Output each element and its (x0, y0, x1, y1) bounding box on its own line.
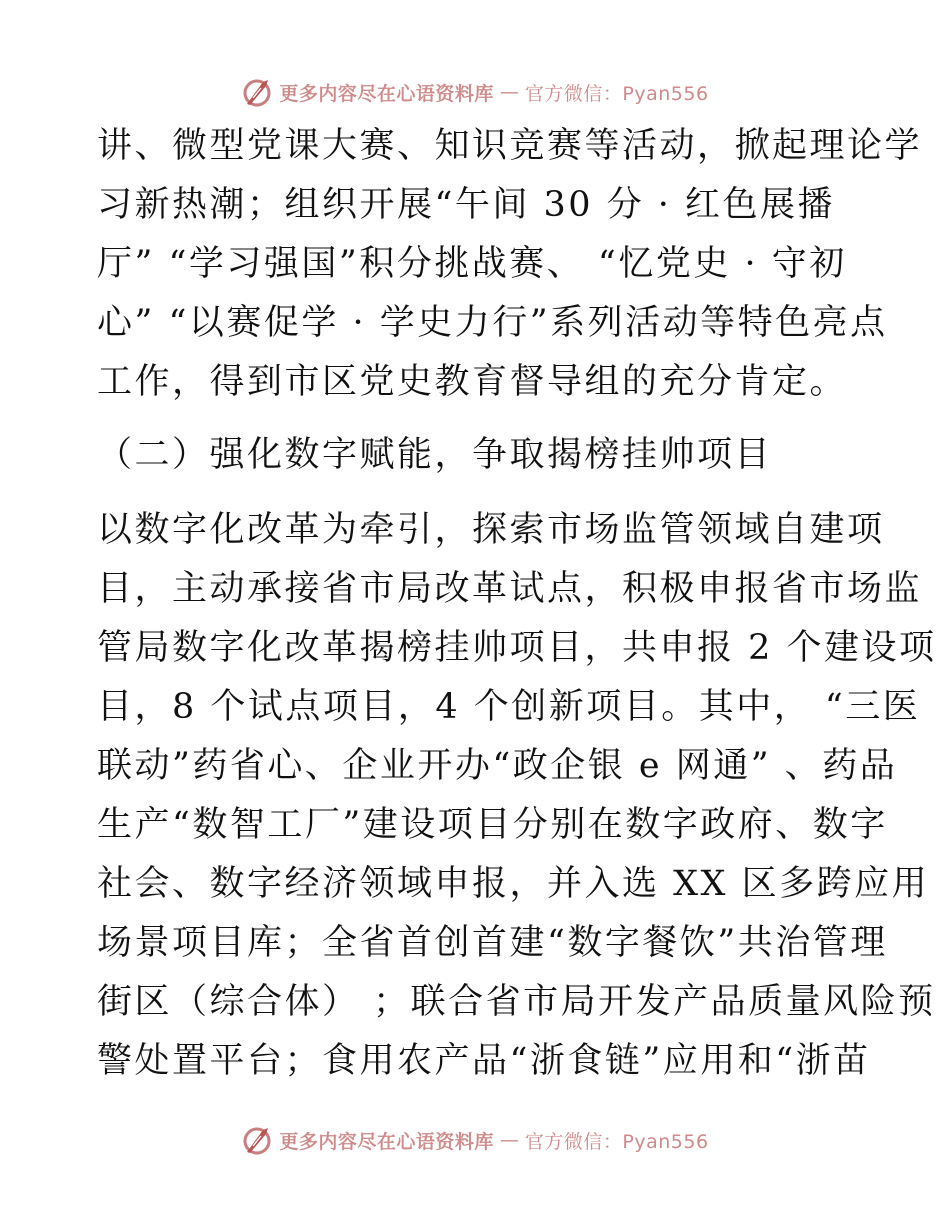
paragraph-line: 工作，得到市区党史教育督导组的充分肯定。 (97, 362, 848, 402)
paragraph-line: 厅” “学习强国”积分挑战赛、 “忆党史 · 守初 (97, 244, 847, 284)
paragraph-line: 习新热潮；组织开展“午间 30 分 · 红色展播 (97, 185, 836, 225)
watermark-title: 更多内容尽在心语资料库 (279, 82, 494, 105)
paragraph-line: 社会、数字经济领域申报，并入选 XX 区多跨应用 (97, 864, 930, 904)
quill-pen-circle-icon (241, 1124, 273, 1156)
paragraph-line: 警处置平台；食用农产品“浙食链”应用和“浙苗 (97, 1041, 871, 1081)
paragraph-line: 联动”药省心、企业开办“政企银 e 网通” 、药品 (97, 746, 898, 786)
paragraph-line: 街区（综合体） ；联合省市局开发产品质量风险预 (97, 982, 936, 1022)
paragraph-line: 目，主动承接省市局改革试点，积极申报省市场监 (97, 569, 923, 609)
watermark-title: 更多内容尽在心语资料库 (279, 1130, 494, 1153)
watermark-wechat: 官方微信：Pyan556 (524, 82, 709, 105)
paragraph-line: 目，8 个试点项目，4 个创新项目。其中， “三医 (97, 687, 921, 727)
watermark-footer (0, 1120, 950, 1160)
watermark-wechat: 官方微信：Pyan556 (524, 1130, 709, 1153)
paragraph-line: 讲、微型党课大赛、知识竞赛等活动，掀起理论学 (97, 126, 923, 166)
paragraph-line: 场景项目库；全省首创首建“数字餐饮”共治管理 (97, 923, 888, 963)
paragraph-line: 心” “以赛促学 · 学史力行”系列活动等特色亮点 (97, 303, 888, 343)
section-heading: （二）强化数字赋能，争取揭榜挂帅项目 (97, 435, 773, 475)
watermark-separator: — (499, 81, 519, 103)
paragraph-line: 生产“数智工厂”建设项目分别在数字政府、数字 (97, 805, 888, 845)
paragraph-line: 以数字化改革为牵引，探索市场监管领域自建项 (97, 510, 885, 550)
paragraph-line: 管局数字化改革揭榜挂帅项目，共申报 2 个建设项 (97, 628, 937, 668)
watermark-separator: — (499, 1129, 519, 1151)
